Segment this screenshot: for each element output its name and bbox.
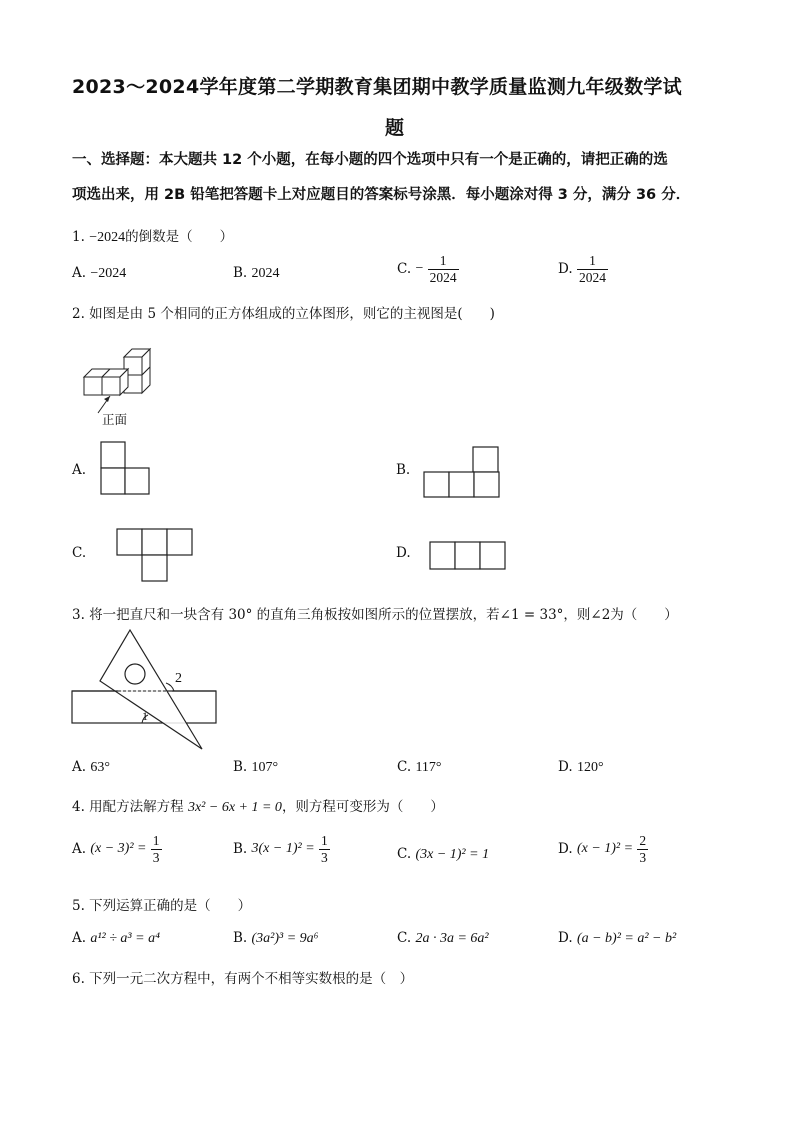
question-1 bbox=[72, 225, 233, 246]
fraction-denominator: 2024 bbox=[578, 269, 606, 285]
angle-1-label: 1 bbox=[142, 709, 148, 723]
fraction-denominator: 3 bbox=[152, 849, 160, 865]
q4-option-d[interactable] bbox=[558, 833, 648, 865]
fraction-numerator: 1 bbox=[589, 253, 596, 268]
section-heading-line2: 项选出来，用 2B 铅笔把答题卡上对应题目的答案标号涂黑．每小题涂对得 3 分，满分 36 分． bbox=[72, 187, 691, 203]
option-value: a¹² ÷ a³ = a⁴ bbox=[90, 931, 160, 946]
ruler-triangle-figure bbox=[70, 625, 220, 755]
option-label: A. bbox=[72, 759, 87, 775]
option-label: B. bbox=[233, 930, 248, 946]
q4-option-c[interactable] bbox=[397, 846, 489, 863]
section-heading-line1: 一、选择题：本大题共 12 个小题，在每小题的四个选项中只有一个是正确的，请把正确的选 bbox=[72, 152, 668, 168]
option-sign: − bbox=[415, 261, 424, 277]
option-value: 2a · 3a = 6a² bbox=[415, 931, 489, 946]
option-value: 120° bbox=[576, 760, 604, 775]
q2-option-d-figure[interactable] bbox=[429, 541, 507, 571]
option-fraction bbox=[428, 253, 459, 285]
option-label: A. bbox=[72, 841, 87, 858]
q2-option-c-figure[interactable] bbox=[116, 528, 194, 582]
option-label: D. bbox=[558, 759, 573, 775]
fraction-numerator: 2 bbox=[639, 833, 647, 848]
option-fraction bbox=[151, 833, 162, 865]
front-view-label: 正面 bbox=[102, 412, 128, 427]
option-label: A. bbox=[72, 265, 87, 281]
q4-option-b[interactable] bbox=[233, 833, 330, 865]
option-fraction bbox=[319, 833, 330, 865]
fraction-numerator: 1 bbox=[320, 833, 328, 848]
question-1-expression: −2024 bbox=[89, 230, 126, 245]
option-label: C. bbox=[397, 930, 412, 946]
q2-option-a-figure[interactable] bbox=[100, 441, 152, 495]
option-value: 107° bbox=[251, 760, 279, 775]
q3-option-d[interactable] bbox=[558, 759, 604, 776]
q5-option-d[interactable] bbox=[558, 930, 676, 947]
question-4-text-pre: 4. 用配方法解方程 bbox=[72, 799, 188, 815]
q1-option-b[interactable] bbox=[233, 265, 280, 282]
angle-2-label: 2 bbox=[175, 671, 182, 686]
q2-option-d-label[interactable]: D. bbox=[396, 545, 411, 561]
page-title-line2: 题 bbox=[385, 117, 405, 139]
question-5: 5. 下列运算正确的是（ ） bbox=[72, 898, 252, 914]
question-1-text: 的倒数是（ ） bbox=[125, 229, 234, 245]
option-value: 2024 bbox=[251, 266, 280, 281]
option-label: C. bbox=[397, 261, 412, 278]
option-label: C. bbox=[397, 759, 412, 775]
triangle-ruler bbox=[100, 630, 202, 749]
option-label: C. bbox=[397, 846, 412, 862]
option-value: 117° bbox=[415, 760, 442, 775]
question-4 bbox=[72, 795, 444, 816]
option-fraction bbox=[637, 833, 648, 865]
q3-option-c[interactable] bbox=[397, 759, 442, 776]
fraction-numerator: 1 bbox=[439, 253, 447, 268]
q2-option-a-label[interactable]: A. bbox=[72, 462, 87, 478]
q2-option-b-figure[interactable] bbox=[423, 446, 501, 498]
option-label: D. bbox=[558, 930, 573, 946]
question-4-equation: 3x² − 6x + 1 = 0 bbox=[187, 800, 282, 815]
triangle-hole bbox=[125, 664, 145, 684]
q5-option-b[interactable] bbox=[233, 930, 319, 947]
fraction-denominator: 3 bbox=[320, 849, 328, 865]
option-fraction bbox=[577, 253, 608, 285]
question-3: 3. 将一把直尺和一块含有 30° 的直角三角板按如图所示的位置摆放，若∠1 = 33°，则∠2为（ ） bbox=[72, 607, 678, 623]
option-label: A. bbox=[72, 930, 87, 946]
question-2: 2. 如图是由 5 个相同的正方体组成的立体图形，则它的主视图是( ) bbox=[72, 306, 495, 322]
page-title-line1: 2023～2024学年度第二学期教育集团期中教学质量监测九年级数学试 bbox=[72, 76, 682, 98]
q1-option-d[interactable] bbox=[558, 253, 608, 285]
q1-option-c[interactable] bbox=[397, 253, 459, 285]
q5-option-c[interactable] bbox=[397, 930, 489, 947]
option-value: 63° bbox=[90, 760, 110, 775]
fraction-denominator: 2024 bbox=[429, 269, 457, 285]
q1-option-a[interactable] bbox=[72, 265, 126, 282]
option-value: (3x − 1)² = 1 bbox=[415, 847, 490, 862]
q2-option-c-label[interactable]: C. bbox=[72, 545, 87, 561]
question-4-text-post: ，则方程可变形为（ ） bbox=[281, 799, 444, 815]
option-value: (a − b)² = a² − b² bbox=[576, 931, 677, 946]
fraction-denominator: 3 bbox=[639, 849, 647, 865]
q2-option-b-label[interactable]: B. bbox=[396, 462, 411, 478]
q4-option-a[interactable] bbox=[72, 833, 162, 865]
option-label: D. bbox=[558, 261, 573, 278]
option-lhs: (x − 1)² = bbox=[576, 841, 634, 857]
question-6: 6. 下列一元二次方程中，有两个不相等实数根的是（ ） bbox=[72, 971, 414, 987]
q3-option-b[interactable] bbox=[233, 759, 278, 776]
option-label: B. bbox=[233, 759, 248, 775]
option-label: D. bbox=[558, 841, 573, 858]
option-value: (3a²)³ = 9a⁶ bbox=[251, 931, 319, 946]
option-value: −2024 bbox=[90, 266, 127, 281]
question-number: 1. bbox=[72, 229, 85, 245]
q3-option-a[interactable] bbox=[72, 759, 110, 776]
fraction-numerator: 1 bbox=[152, 833, 160, 848]
option-lhs: 3(x − 1)² = bbox=[251, 841, 315, 857]
option-label: B. bbox=[233, 265, 248, 281]
option-lhs: (x − 3)² = bbox=[90, 841, 147, 857]
option-label: B. bbox=[233, 841, 248, 858]
q5-option-a[interactable] bbox=[72, 930, 160, 947]
